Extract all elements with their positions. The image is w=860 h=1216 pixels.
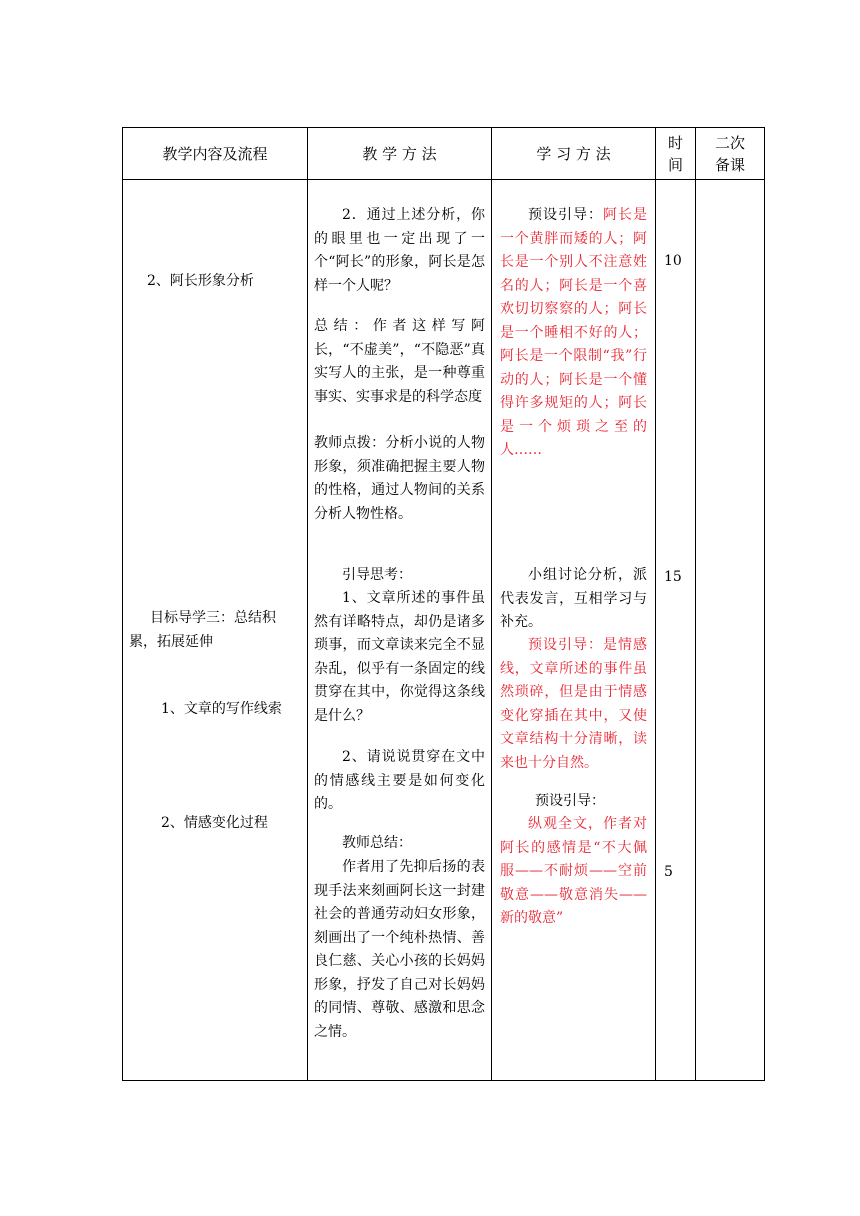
learning-method-cell xyxy=(492,180,656,1081)
method-question-two: 2．通过上述分析，你的眼里也一定出现了一个“阿长”的形象，阿长是怎样一个人呢？ xyxy=(314,207,485,294)
content-cell xyxy=(123,180,308,1081)
method-teacher-tip: 教师点拨：分析小说的人物形象，须准确把握主要人物的性格，通过人物间的关系分析人物性格。 xyxy=(314,435,485,522)
method-teacher-summary-text: 作者用了先抑后扬的表现手法来刻画阿长这一封建社会的普通劳动妇女形象，刻画出了一个纯朴热情、善良仁慈、关心小孩的长妈妈形象，抒发了自己对长妈妈的同情、尊敬、感激和思念之情。 xyxy=(314,859,485,1040)
learning-preset-3-text: 纵观全文，作者对阿长的感情是“不大佩服——不耐烦——空前敬意——敬意消失——新的敬意” xyxy=(500,816,647,926)
time-cell xyxy=(656,180,696,1081)
header-content: 教学内容及流程 xyxy=(123,128,308,180)
method-teacher-summary-title: 教师总结： xyxy=(342,835,412,851)
teaching-method-cell xyxy=(308,180,492,1081)
content-item-clue: 1、文章的写作线索 xyxy=(161,701,282,717)
method-guide-question-1: 1、文章所述的事件虽然有详略特点，却仍是诸多琐事，而文章读来完全不显杂乱，似乎有一条固定的线贯穿在其中，你觉得这条线是什么？ xyxy=(314,590,485,724)
method-summary: 总结：作者这样写阿长，“不虚美”，“不隐恶”真实写人的主张，是一种尊重事实、实事求是的科学态度 xyxy=(314,318,485,405)
method-guide-question-2: 2、请说说贯穿在文中的情感线主要是如何变化的。 xyxy=(314,749,485,812)
header-time xyxy=(656,128,696,180)
lesson-plan-table xyxy=(122,127,765,1081)
content-item-emotion: 2、情感变化过程 xyxy=(161,815,268,831)
header-learning-method: 学 习 方 法 xyxy=(492,128,656,180)
second-prep-cell xyxy=(696,180,765,1081)
time-value-2: 15 xyxy=(664,569,682,585)
learning-preset-1-label: 预设引导： xyxy=(528,207,603,223)
header-second-line1: 二次 xyxy=(714,133,745,152)
learning-preset-1 xyxy=(500,204,647,463)
learning-preset-2: 预设引导：是情感线，文章所述的事件虽然琐碎，但是由于情感变化穿插在其中，又使文章结构十分清晰，读来也十分自然。 xyxy=(500,637,647,771)
method-guide-title: 引导思考： xyxy=(342,567,412,583)
body-row xyxy=(123,180,765,1081)
header-teaching-method: 教 学 方 法 xyxy=(308,128,492,180)
learning-preset-3-label: 预设引导： xyxy=(535,793,605,809)
learning-group-discussion: 小组讨论分析，派代表发言，互相学习与补充。 xyxy=(500,567,647,630)
header-second-prep xyxy=(696,128,765,180)
header-time-line1: 时 xyxy=(667,133,683,152)
header-time-line2: 间 xyxy=(667,155,683,174)
time-value-3: 5 xyxy=(664,864,673,880)
header-row xyxy=(123,128,765,180)
learning-preset-1-text: 阿长是一个黄胖而矮的人；阿长是一个别人不注意姓名的人；阿长是一个喜欢切切察察的人；阿长是一个睡相不好的人；阿长是一个限制“我”行动的人；阿长是一个懂得许多规矩的人；阿长是一个烦琐之至的人…… xyxy=(500,207,647,458)
header-second-line2: 备课 xyxy=(714,155,745,174)
content-goal-three: 目标导学三：总结积累，拓展延伸 xyxy=(129,610,276,650)
time-value-1: 10 xyxy=(664,253,682,269)
content-item-char-analysis: 2、阿长形象分析 xyxy=(147,273,254,289)
